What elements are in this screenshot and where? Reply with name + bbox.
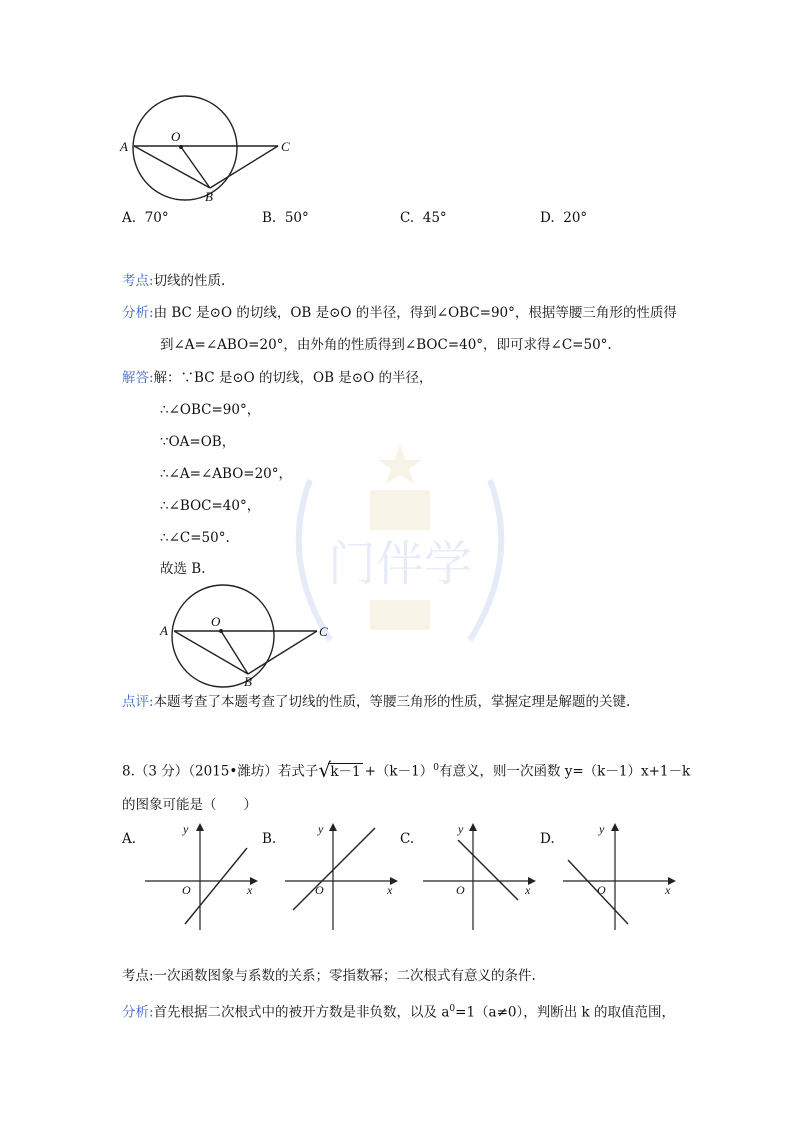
origin-label: O [597, 883, 606, 897]
q8-fenxi-post: =1（a≠0），判断出 k 的取值范围， [455, 1004, 676, 1021]
q8-prefix: 8.（3 分）（2015•潍坊）若式子 [122, 763, 319, 780]
origin-label: O [456, 883, 465, 897]
sqrt-expression: √ k－1 [318, 757, 361, 782]
choice-d: D. 20° [540, 210, 588, 226]
q8-fenxi-row [122, 999, 675, 1023]
step-6: 故选 B. [160, 561, 206, 577]
label-o-2: O [211, 614, 221, 629]
step-3: ∴∠A=∠ABO=20°， [160, 466, 293, 482]
q8-fenxi-exp: 0 [449, 1004, 456, 1014]
q8-option-d-label: D. [540, 831, 555, 847]
axis-y-label: y [318, 822, 324, 836]
axis-y-label: y [458, 822, 464, 836]
jieda-tag: 解答: [122, 370, 154, 386]
graph-option-a [145, 820, 265, 930]
q8-option-a-label: A. [122, 831, 137, 847]
label-a-2: A [160, 623, 168, 638]
graph-option-d [563, 820, 683, 930]
watermark-text: 门伴学 [327, 536, 473, 592]
step-1: ∴∠OBC=90°， [160, 402, 261, 418]
radicand: k－1 [330, 763, 361, 780]
q8-fenxi-tag: 分析: [122, 1004, 154, 1021]
step-5: ∴∠C=50°. [160, 530, 230, 546]
circle-figure-2 [155, 580, 355, 690]
q8-option-b-label: B. [262, 831, 277, 847]
kaodian-tag: 考点: [122, 273, 154, 289]
q8-kaodian-text: 一次函数图象与系数的关系；零指数幂；二次根式有意义的条件. [153, 968, 536, 984]
q8-kaodian-row [122, 966, 536, 986]
fenxi-tag: 分析: [122, 305, 154, 321]
q8-mid: +（k－1） [364, 763, 434, 780]
choice-a: A. 70° [122, 210, 169, 226]
step-2: ∵OA=OB， [160, 434, 236, 450]
q8-fenxi-pre: 首先根据二次根式中的被开方数是非负数，以及 a [153, 1004, 450, 1021]
graph-option-b [285, 820, 405, 930]
step-0: 解：∵BC 是⊙O 的切线，OB 是⊙O 的半径， [153, 370, 433, 386]
q8-suffix: 有意义，则一次函数 y=（k－1）x+1－k [438, 763, 691, 780]
axis-x-label: x [665, 883, 671, 897]
label-c: C [281, 139, 290, 154]
choice-c: C. 45° [400, 210, 447, 226]
dianping-tag: 点评: [122, 694, 154, 710]
fenxi-row [122, 303, 677, 323]
q8-kaodian-tag: 考点: [122, 968, 154, 984]
kaodian-row [122, 271, 225, 291]
axis-y-label: y [183, 822, 189, 836]
q8-stem-line2: 的图象可能是（ ） [122, 797, 257, 813]
dianping-row [122, 692, 630, 712]
label-c-2: C [319, 624, 328, 639]
label-o: O [171, 129, 181, 144]
q8-option-c-label: C. [400, 831, 415, 847]
axis-y-label: y [599, 822, 605, 836]
circle-figure-1 [115, 95, 315, 205]
dianping-text: 本题考查了本题考查了切线的性质，等腰三角形的性质，掌握定理是解题的关键. [153, 694, 631, 710]
label-b-2: B [244, 674, 252, 689]
axis-x-label: x [525, 883, 531, 897]
fenxi-line1: 由 BC 是⊙O 的切线，OB 是⊙O 的半径，得到∠OBC=90°，根据等腰三角形的性质得 [153, 305, 677, 321]
kaodian-text: 切线的性质. [153, 273, 226, 289]
label-b: B [205, 189, 213, 204]
axis-x-label: x [387, 883, 393, 897]
label-a: A [120, 139, 128, 154]
choice-b: B. 50° [262, 210, 309, 226]
origin-label: O [315, 883, 324, 897]
fenxi-line2: 到∠A=∠ABO=20°，由外角的性质得到∠BOC=40°，即可求得∠C=50°. [160, 337, 612, 353]
origin-label: O [182, 883, 191, 897]
q8-exp: 0 [433, 763, 439, 773]
step-4: ∴∠BOC=40°， [160, 498, 261, 514]
axis-x-label: x [247, 883, 253, 897]
graph-option-c [423, 820, 543, 930]
jieda-row [122, 368, 432, 388]
q8-stem-line1 [122, 758, 690, 782]
